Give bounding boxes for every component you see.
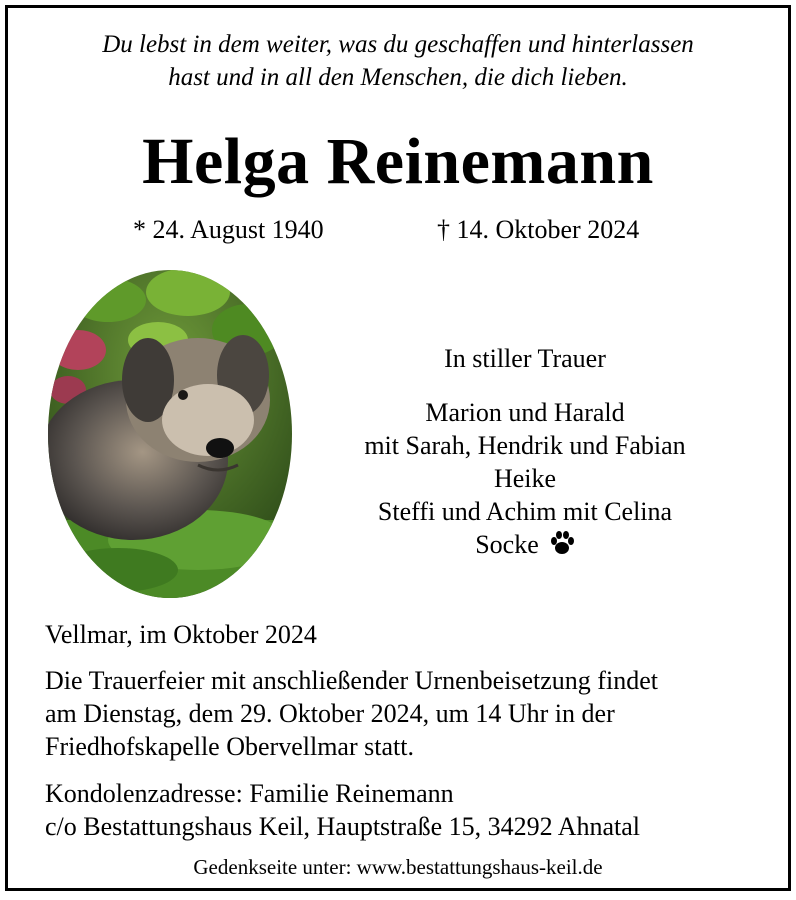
memorial-quote xyxy=(0,28,796,94)
memorial-page-link[interactable]: Gedenkseite unter: www.bestattungshaus-keil.de xyxy=(193,855,603,879)
mourner-line-1: Marion und Harald xyxy=(425,398,625,427)
condolence-line-2: c/o Bestattungshaus Keil, Hauptstraße 15, 34292 Ahnatal xyxy=(45,812,641,841)
dog-photo xyxy=(48,270,292,598)
ceremony-line-2: am Dienstag, dem 29. Oktober 2024, um 14 Uhr in der xyxy=(45,699,615,728)
mourner-line-3: Heike xyxy=(493,464,557,493)
deceased-name: Helga Reinemann xyxy=(142,125,654,198)
place-date: Vellmar, im Oktober 2024 xyxy=(45,620,317,649)
condolence-address xyxy=(45,777,765,843)
ceremony-line-3: Friedhofskapelle Obervellmar statt. xyxy=(45,732,414,761)
quote-line-2: hast und in all den Menschen, die dich lieben. xyxy=(168,64,628,91)
mourners-heading: In stiller Trauer xyxy=(444,344,606,373)
birth-date: * 24. August 1940 xyxy=(133,215,324,244)
quote-line-1: Du lebst in dem weiter, was du geschaffen und hinterlassen xyxy=(102,31,694,58)
mourner-line-4: Steffi und Achim mit Celina xyxy=(377,497,673,526)
condolence-line-1: Kondolenzadresse: Familie Reinemann xyxy=(45,779,454,808)
pet-name: Socke xyxy=(475,530,539,559)
mourner-line-2: mit Sarah, Hendrik und Fabian xyxy=(364,431,686,460)
ceremony-info xyxy=(45,664,765,763)
death-date: † 14. Oktober 2024 xyxy=(437,215,640,244)
mourner-line-5 xyxy=(330,528,720,564)
ceremony-line-1: Die Trauerfeier mit anschließender Urnenbeisetzung findet xyxy=(45,666,658,695)
paw-icon xyxy=(549,530,575,564)
